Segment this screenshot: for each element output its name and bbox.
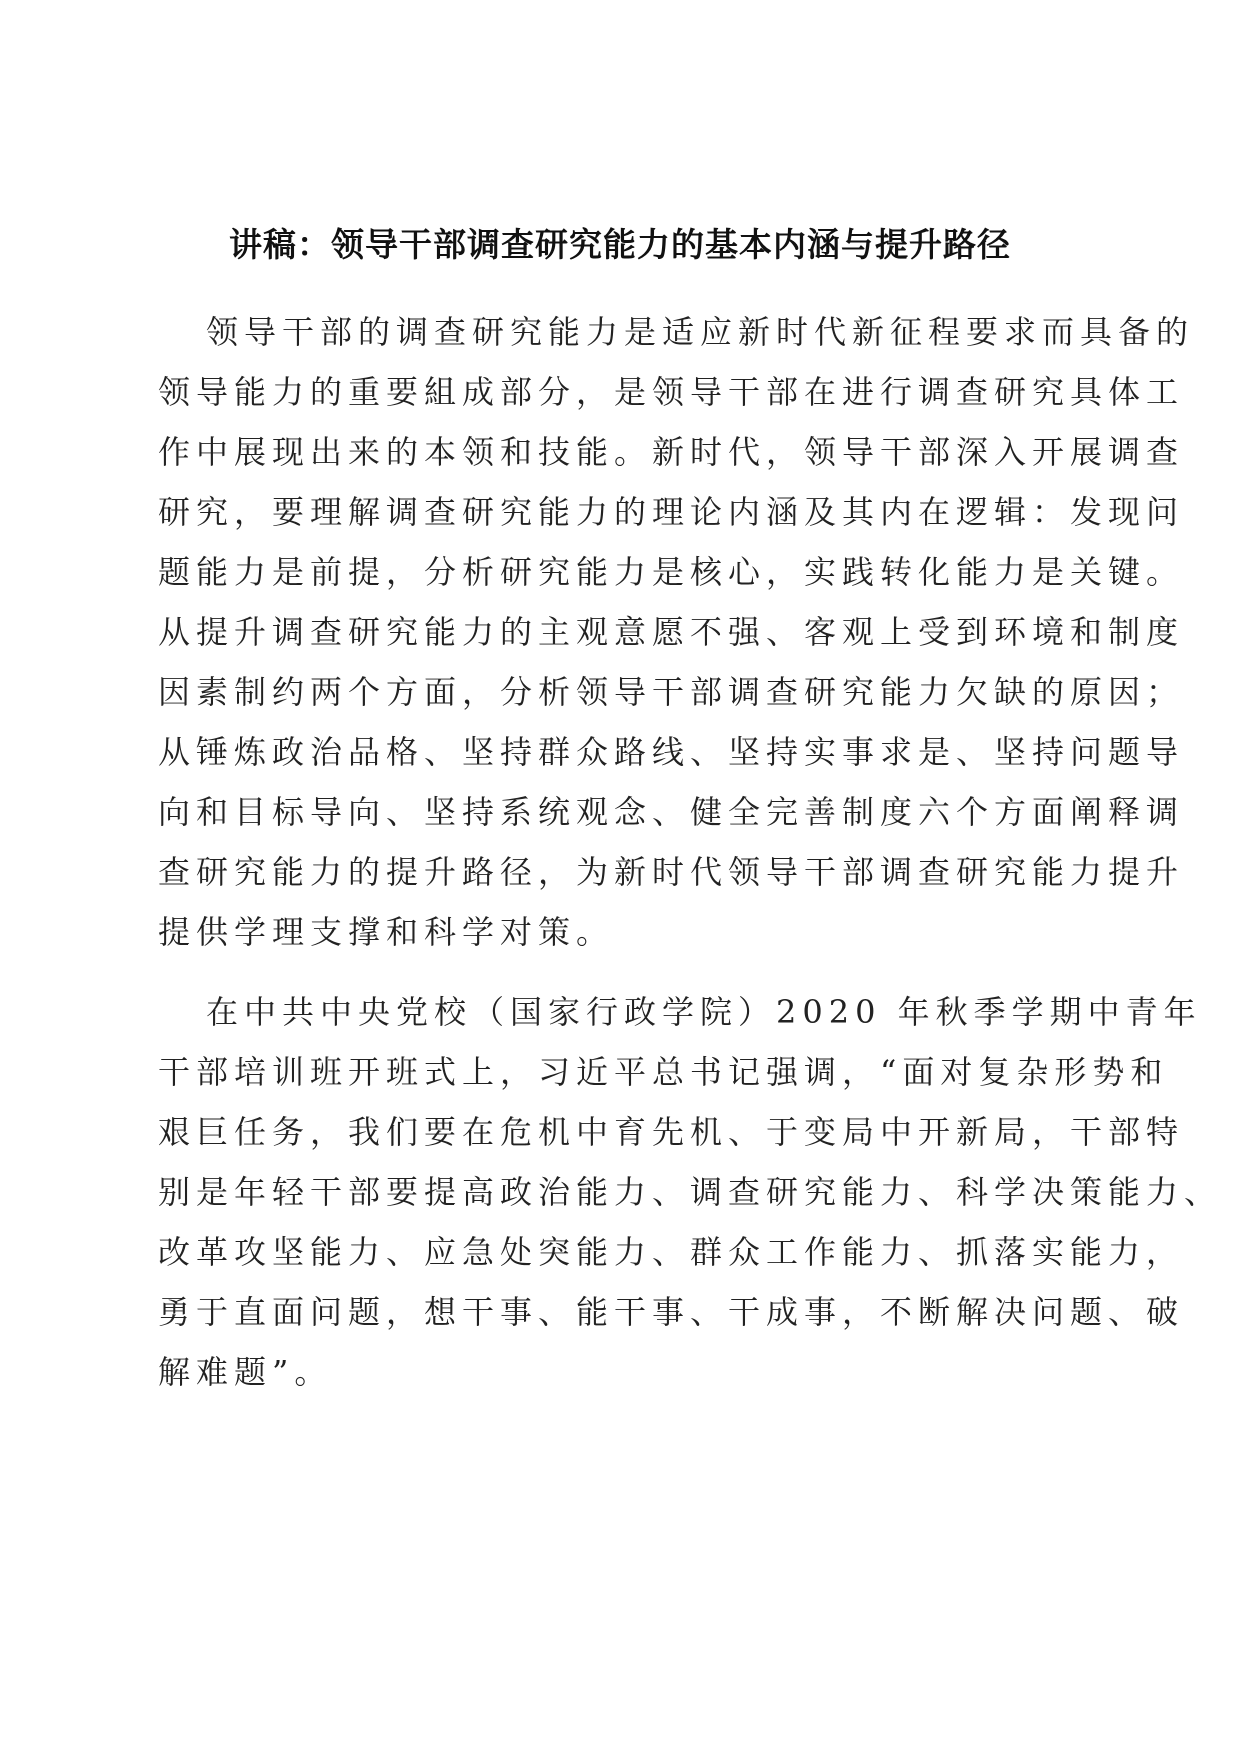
paragraph-2-line-4: 别是年轻干部要提高政治能力、调查研究能力、科学决策能力、 [158,1173,1223,1211]
paragraph-1-line-8: 从锤炼政治品格、坚持群众路线、坚持实事求是、坚持问题导 [158,733,1185,771]
paragraph-1-line-6: 从提升调查研究能力的主观意愿不强、客观上受到环境和制度 [158,613,1185,651]
paragraph-1-line-2: 领导能力的重要組成部分，是领导干部在进行调查研究具体工 [158,373,1185,411]
paragraph-1-line-7: 因素制约两个方面，分析领导干部调查研究能力欠缺的原因； [158,673,1185,711]
paragraph-2-line-5: 改革攻坚能力、应急处突能力、群众工作能力、抓落实能力， [158,1233,1185,1271]
paragraph-1-line-5: 题能力是前提，分析研究能力是核心，实践转化能力是关键。 [158,553,1185,591]
paragraph-2-line-7: 解难题”。 [158,1353,333,1391]
paragraph-2-line-2: 干部培训班开班式上，习近平总书记强调，“面对复杂形势和 [158,1053,1169,1091]
paragraph-1-line-4: 研究，要理解调查研究能力的理论内涵及其内在逻辑：发现问 [158,493,1185,531]
paragraph-1-line-1: 领导干部的调查研究能力是适应新时代新征程要求而具备的 [206,313,1195,351]
paragraph-2-line-1: 在中共中央党校（国家行政学院）2020 年秋季学期中青年 [206,993,1202,1031]
paragraph-1-line-3: 作中展现出来的本领和技能。新时代，领导干部深入开展调查 [158,433,1185,471]
paragraph-1-line-11: 提供学理支撑和科学对策。 [158,913,615,951]
paragraph-1-line-9: 向和目标导向、坚持系统观念、健全完善制度六个方面阐释调 [158,793,1185,831]
document-title: 讲稿：领导干部调查研究能力的基本内涵与提升路径 [229,225,1011,264]
paragraph-1-line-10: 查研究能力的提升路径，为新时代领导干部调查研究能力提升 [158,853,1185,891]
paragraph-2-line-6: 勇于直面问题，想干事、能干事、干成事，不断解决问题、破 [158,1293,1185,1331]
paragraph-2-line-3: 艰巨任务，我们要在危机中育先机、于变局中开新局，干部特 [158,1113,1185,1151]
